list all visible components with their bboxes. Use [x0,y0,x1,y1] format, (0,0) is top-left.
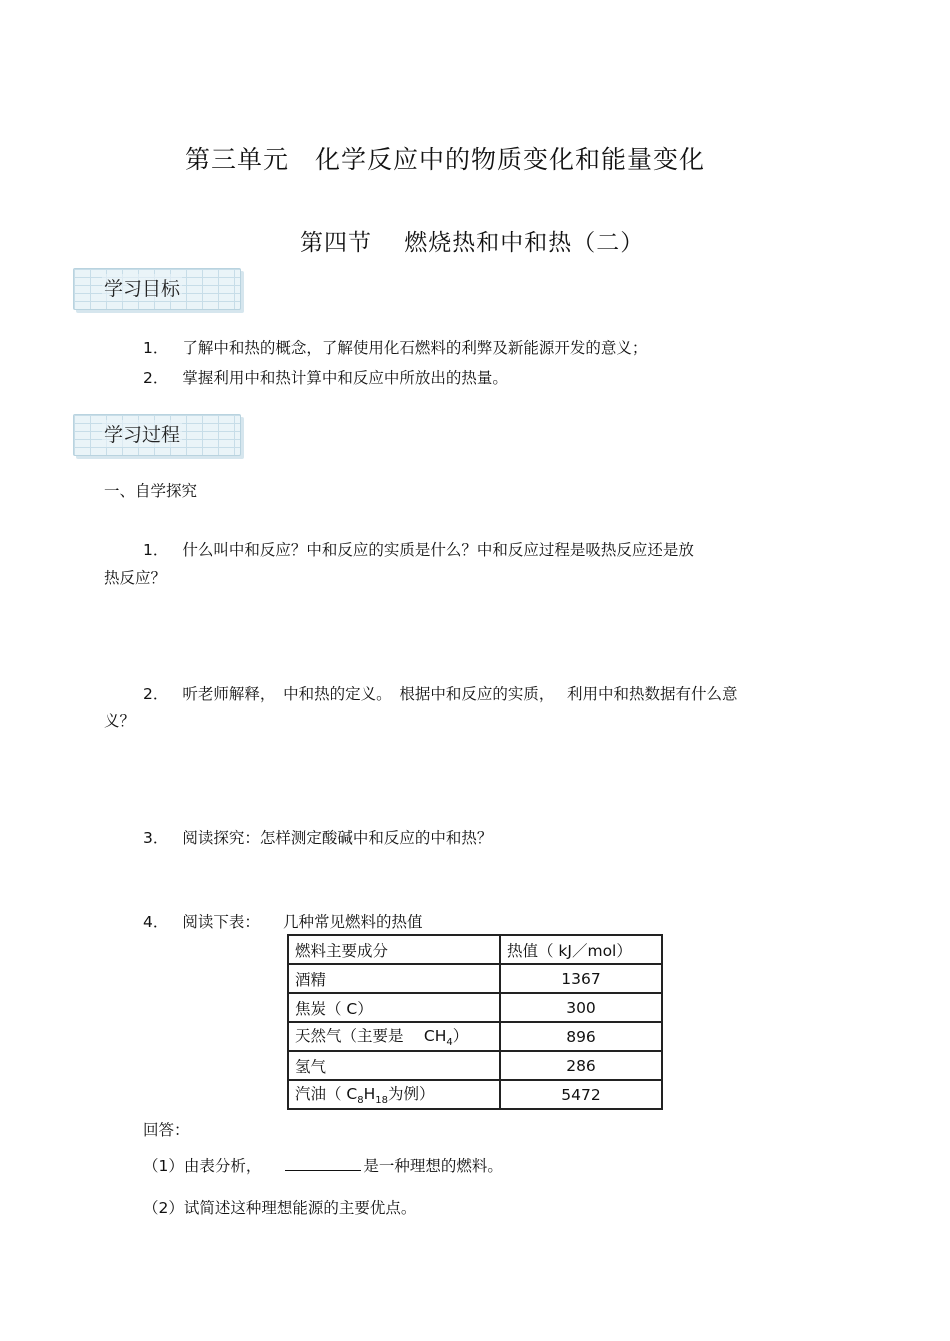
answer-1 [143,1154,503,1176]
fuel-name-cell: 氢气 [288,1051,500,1080]
answer-label: 回答： [143,1121,190,1139]
answer-blank[interactable] [285,1156,361,1171]
question-num: 2． [143,685,169,703]
table-header-row [288,935,662,964]
heat-value-cell: 1367 [500,964,662,993]
question-2-line1 [143,682,738,704]
heat-value-cell: 286 [500,1051,662,1080]
part-1-heading: 一、自学探究 [104,482,198,500]
fuel-name-text: ） [452,1027,469,1046]
objective-1 [143,336,647,358]
table-caption: 几种常见燃料的热值 [283,913,423,931]
fuel-name-cell: 焦炭（ C） [288,993,500,1022]
fuel-name-text: 天然气（主要是 CH [295,1027,447,1046]
answer-1-prefix: （1）由表分析， [143,1157,262,1175]
question-num: 3． [143,829,169,847]
question-text: 听老师解释， 中和热的定义。 根据中和反应的实质， 利用中和热数据有什么意 [182,685,738,703]
objective-text: 掌握利用中和热计算中和反应中所放出的热量。 [182,369,508,387]
subscript: 18 [375,1095,389,1107]
subscript: 4 [446,1037,453,1049]
table-row [288,1080,662,1109]
subscript: 8 [357,1095,364,1107]
objective-num: 1． [143,339,169,357]
answer-2: （2）试简述这种理想能源的主要优点。 [143,1199,417,1217]
question-3 [143,826,492,848]
unit-title: 第三单元 化学反应中的物质变化和能量变化 [185,145,706,174]
answer-1-suffix: 是一种理想的燃料。 [363,1157,503,1175]
heat-value-cell: 5472 [500,1080,662,1109]
learning-goals-label: 学习目标 [102,274,182,301]
learning-goals-banner [73,268,241,310]
fuel-name-text: H [363,1085,376,1104]
objective-2 [143,366,508,388]
table-row [288,1022,662,1051]
table-row [288,964,662,993]
question-num: 4． [143,913,169,931]
fuel-name-cell [288,1022,500,1051]
fuel-name-text: 汽油（ C [295,1085,358,1104]
question-text: 什么叫中和反应？中和反应的实质是什么？中和反应过程是吸热反应还是放 [182,541,694,559]
question-text: 阅读探究：怎样测定酸碱中和反应的中和热？ [182,829,493,847]
section-title: 第四节 燃烧热和中和热（二） [300,230,645,256]
learning-process-label: 学习过程 [102,420,182,447]
table-row [288,1051,662,1080]
table-header-cell: 燃料主要成分 [288,935,500,964]
table-header-cell: 热值（ kJ／mol） [500,935,662,964]
question-num: 1． [143,541,169,559]
fuel-name-cell: 酒精 [288,964,500,993]
question-1-line2: 热反应？ [104,569,167,587]
fuel-heat-table [287,934,663,1110]
objective-text: 了解中和热的概念，了解使用化石燃料的利弊及新能源开发的意义； [182,339,648,357]
heat-value-cell: 300 [500,993,662,1022]
question-2-line2: 义？ [104,712,136,730]
fuel-name-cell [288,1080,500,1109]
question-4 [143,910,260,932]
table-row [288,993,662,1022]
fuel-name-text: 为例） [388,1085,435,1104]
heat-value-cell: 896 [500,1022,662,1051]
objective-num: 2． [143,369,169,387]
question-text: 阅读下表： [182,913,260,931]
question-1-line1 [143,538,694,560]
learning-process-banner [73,414,241,456]
